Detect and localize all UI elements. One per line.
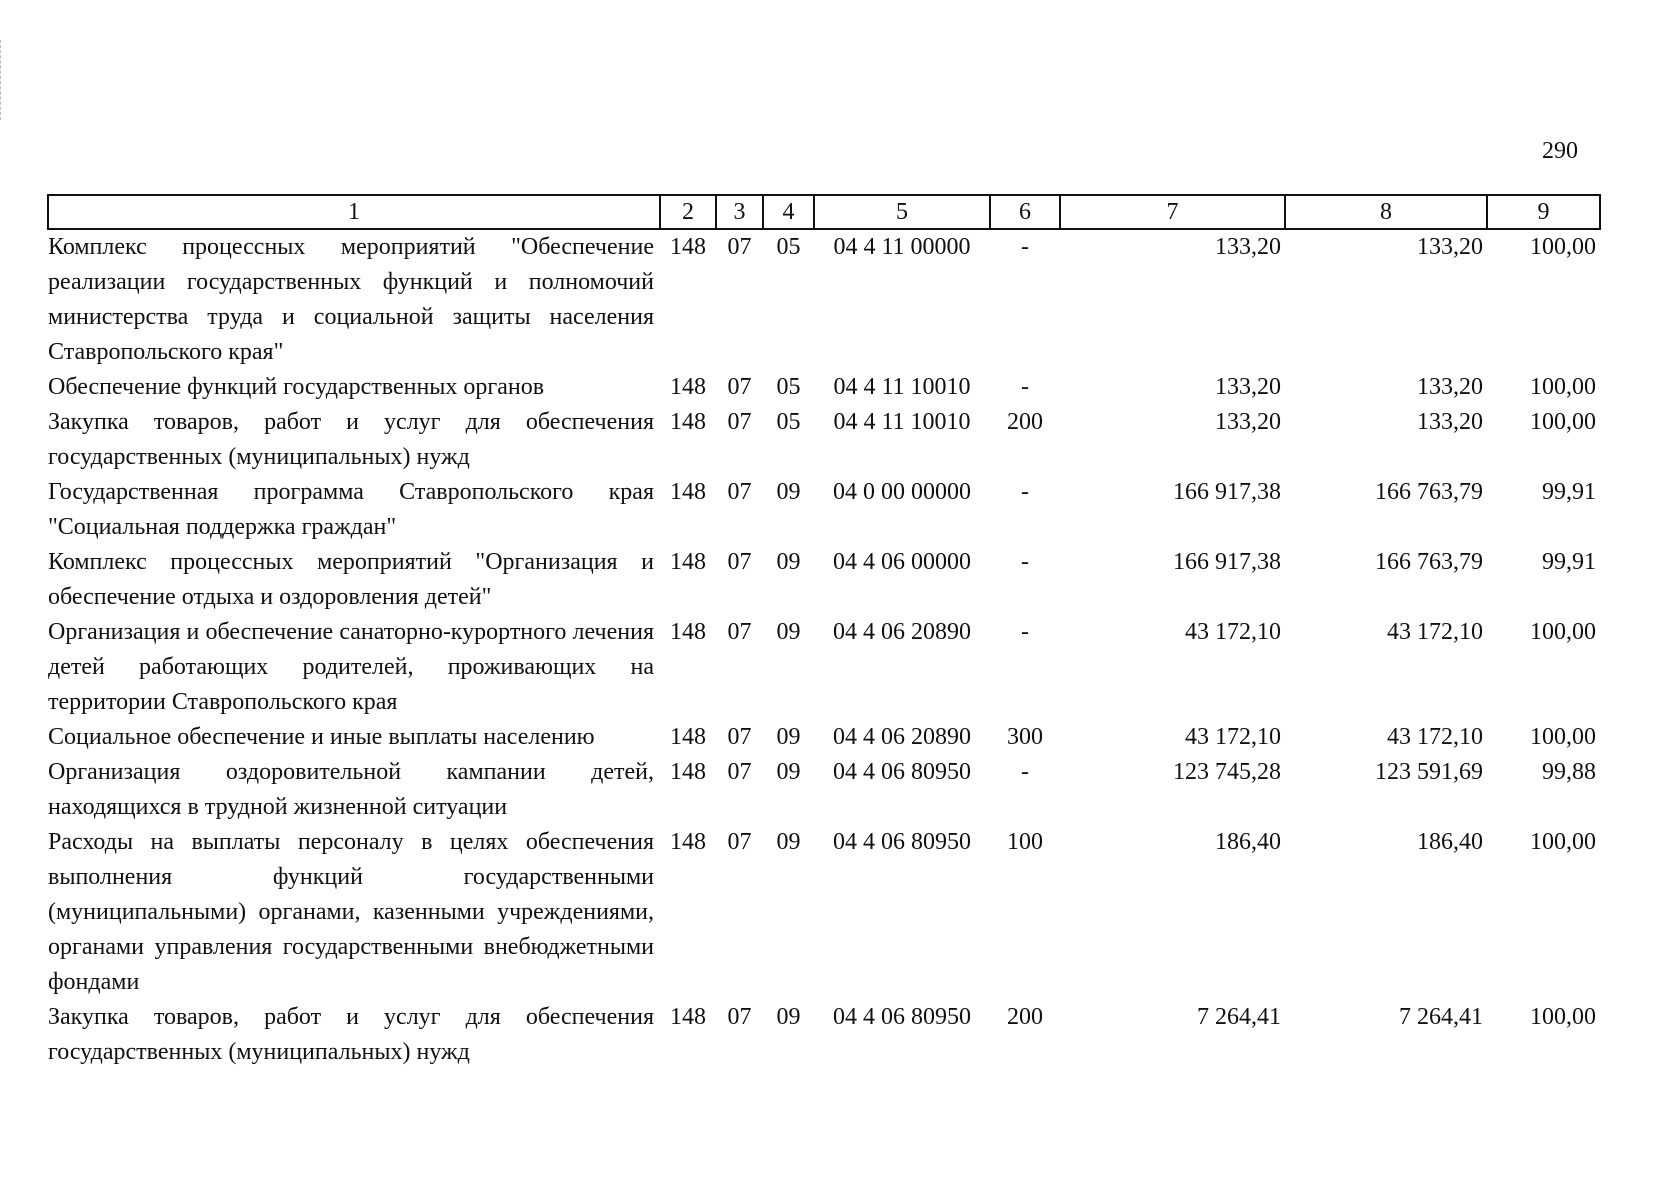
row-target-article-cell: 04 4 06 80950	[833, 759, 971, 785]
page-number: 290	[1542, 138, 1578, 164]
row-plan-amount-cell: 7 264,41	[1197, 1004, 1281, 1030]
row-name-cell: Закупка товаров, работ и услуг для обеспечения государственных (муниципальных) нужд	[48, 1004, 654, 1065]
table-row	[48, 370, 1600, 405]
row-actual-amount-cell: 123 591,69	[1375, 759, 1483, 785]
row-expense-kind-cell: -	[1021, 759, 1029, 785]
table-row	[48, 720, 1600, 755]
row-expense-kind-cell: 200	[1007, 409, 1043, 435]
row-admin-code-cell: 148	[670, 374, 706, 400]
row-name-cell: Комплекс процессных мероприятий "Организация и обеспечение отдыха и оздоровления детей"	[48, 549, 654, 610]
row-plan-amount-cell: 123 745,28	[1173, 759, 1281, 785]
table-row	[48, 229, 1600, 370]
row-plan-amount-cell: 43 172,10	[1185, 724, 1281, 750]
row-percent-cell: 100,00	[1530, 619, 1596, 645]
row-subsection-cell: 09	[776, 1004, 801, 1030]
row-admin-code-cell: 148	[670, 549, 706, 575]
row-name-cell: Комплекс процессных мероприятий "Обеспечение реализации государственных функций и полномочий министерства труда и социальной защиты населения Ставропольского края"	[48, 234, 654, 365]
column-header: 2	[660, 195, 716, 229]
row-name-cell: Закупка товаров, работ и услуг для обеспечения государственных (муниципальных) нужд	[48, 409, 654, 470]
table-row	[48, 615, 1600, 720]
row-subsection-cell: 09	[776, 619, 801, 645]
header-row	[48, 195, 1600, 229]
row-target-article-cell: 04 4 06 20890	[833, 619, 971, 645]
table-header	[48, 195, 1600, 229]
row-plan-amount-cell: 133,20	[1215, 409, 1281, 435]
row-percent-cell: 100,00	[1530, 1004, 1596, 1030]
row-admin-code-cell: 148	[670, 479, 706, 505]
row-section-cell: 07	[727, 374, 752, 400]
row-admin-code-cell: 148	[670, 619, 706, 645]
row-percent-cell: 99,91	[1542, 549, 1596, 575]
row-plan-amount-cell: 133,20	[1215, 374, 1281, 400]
column-header: 8	[1285, 195, 1487, 229]
scan-edge-marks	[0, 40, 4, 120]
table-body	[48, 229, 1600, 1070]
row-plan-amount-cell: 43 172,10	[1185, 619, 1281, 645]
row-subsection-cell: 09	[776, 479, 801, 505]
row-expense-kind-cell: -	[1021, 374, 1029, 400]
row-name-cell: Государственная программа Ставропольского края "Социальная поддержка граждан"	[48, 479, 654, 540]
column-header: 5	[814, 195, 990, 229]
row-plan-amount-cell: 186,40	[1215, 829, 1281, 855]
column-header: 7	[1060, 195, 1285, 229]
row-section-cell: 07	[727, 619, 752, 645]
row-name-cell: Организация оздоровительной кампании детей, находящихся в трудной жизненной ситуации	[48, 759, 654, 820]
row-plan-amount-cell: 166 917,38	[1173, 549, 1281, 575]
row-target-article-cell: 04 4 11 10010	[833, 374, 971, 400]
row-admin-code-cell: 148	[670, 724, 706, 750]
row-name-cell: Социальное обеспечение и иные выплаты населению	[48, 724, 595, 750]
row-admin-code-cell: 148	[670, 759, 706, 785]
row-expense-kind-cell: -	[1021, 479, 1029, 505]
table-row	[48, 545, 1600, 615]
row-name-cell: Организация и обеспечение санаторно-курортного лечения детей работающих родителей, проживающих на территории Ставропольского края	[48, 619, 654, 715]
row-target-article-cell: 04 4 06 00000	[833, 549, 971, 575]
row-actual-amount-cell: 133,20	[1417, 234, 1483, 260]
row-section-cell: 07	[727, 829, 752, 855]
column-header: 1	[48, 195, 660, 229]
row-actual-amount-cell: 43 172,10	[1387, 724, 1483, 750]
row-target-article-cell: 04 4 11 10010	[833, 409, 971, 435]
row-admin-code-cell: 148	[670, 1004, 706, 1030]
row-section-cell: 07	[727, 409, 752, 435]
row-percent-cell: 100,00	[1530, 234, 1596, 260]
row-percent-cell: 100,00	[1530, 724, 1596, 750]
column-header: 4	[763, 195, 814, 229]
row-section-cell: 07	[727, 724, 752, 750]
table-row	[48, 475, 1600, 545]
row-target-article-cell: 04 0 00 00000	[833, 479, 971, 505]
row-subsection-cell: 09	[776, 829, 801, 855]
row-expense-kind-cell: 300	[1007, 724, 1043, 750]
row-target-article-cell: 04 4 06 80950	[833, 829, 971, 855]
row-section-cell: 07	[727, 759, 752, 785]
row-admin-code-cell: 148	[670, 234, 706, 260]
row-subsection-cell: 05	[776, 234, 801, 260]
row-actual-amount-cell: 186,40	[1417, 829, 1483, 855]
row-admin-code-cell: 148	[670, 829, 706, 855]
row-target-article-cell: 04 4 06 20890	[833, 724, 971, 750]
row-actual-amount-cell: 166 763,79	[1375, 479, 1483, 505]
row-actual-amount-cell: 133,20	[1417, 374, 1483, 400]
table-row	[48, 1000, 1600, 1070]
row-section-cell: 07	[727, 1004, 752, 1030]
row-expense-kind-cell: -	[1021, 619, 1029, 645]
row-plan-amount-cell: 133,20	[1215, 234, 1281, 260]
row-percent-cell: 100,00	[1530, 829, 1596, 855]
row-section-cell: 07	[727, 479, 752, 505]
row-actual-amount-cell: 43 172,10	[1387, 619, 1483, 645]
table-row	[48, 405, 1600, 475]
row-subsection-cell: 09	[776, 759, 801, 785]
table-row	[48, 755, 1600, 825]
row-subsection-cell: 09	[776, 549, 801, 575]
row-section-cell: 07	[727, 234, 752, 260]
row-actual-amount-cell: 166 763,79	[1375, 549, 1483, 575]
row-expense-kind-cell: 100	[1007, 829, 1043, 855]
column-header: 3	[716, 195, 763, 229]
row-expense-kind-cell: -	[1021, 234, 1029, 260]
column-header: 9	[1487, 195, 1600, 229]
row-percent-cell: 99,91	[1542, 479, 1596, 505]
row-subsection-cell: 05	[776, 409, 801, 435]
row-name-cell: Расходы на выплаты персоналу в целях обеспечения выполнения функций государственными (муниципальными) органами, казенными учреждениями, органами управления государственными внебюджетными фондами	[48, 829, 654, 995]
column-header: 6	[990, 195, 1060, 229]
row-target-article-cell: 04 4 06 80950	[833, 1004, 971, 1030]
table-row	[48, 825, 1600, 1000]
row-percent-cell: 99,88	[1542, 759, 1596, 785]
budget-table	[47, 194, 1601, 1070]
row-actual-amount-cell: 133,20	[1417, 409, 1483, 435]
row-target-article-cell: 04 4 11 00000	[833, 234, 971, 260]
row-subsection-cell: 05	[776, 374, 801, 400]
row-subsection-cell: 09	[776, 724, 801, 750]
row-section-cell: 07	[727, 549, 752, 575]
row-percent-cell: 100,00	[1530, 409, 1596, 435]
row-actual-amount-cell: 7 264,41	[1399, 1004, 1483, 1030]
row-percent-cell: 100,00	[1530, 374, 1596, 400]
row-expense-kind-cell: 200	[1007, 1004, 1043, 1030]
row-name-cell: Обеспечение функций государственных органов	[48, 374, 545, 400]
row-plan-amount-cell: 166 917,38	[1173, 479, 1281, 505]
row-expense-kind-cell: -	[1021, 549, 1029, 575]
row-admin-code-cell: 148	[670, 409, 706, 435]
